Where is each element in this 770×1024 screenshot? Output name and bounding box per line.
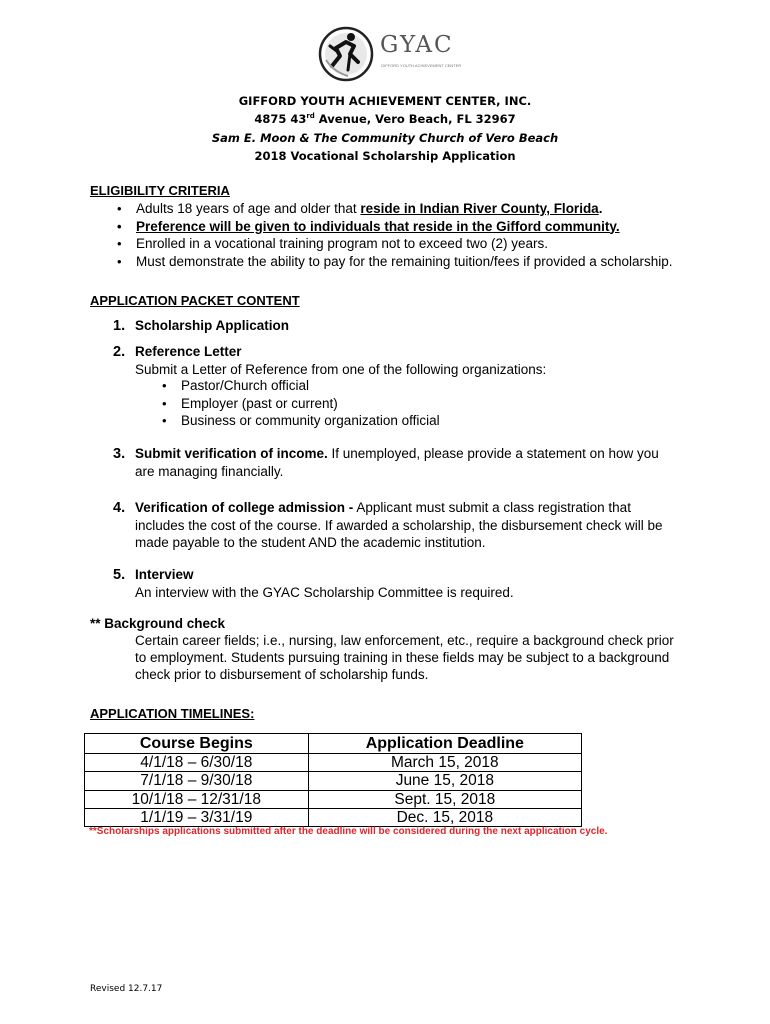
deadline-note: **Scholarships applications submitted after the deadline will be considered during the next application cycle.: [89, 826, 608, 837]
eligibility-item: • Preference will be given to individuals that reside in the Gifford community.: [117, 218, 737, 236]
logo-tagline: GIFFORD YOUTH ACHIEVEMENT CENTER: [381, 63, 462, 68]
revision-date: Revised 12.7.17: [90, 984, 163, 994]
packet-item-5: 5. Interview An interview with the GYAC Scholarship Committee is required.: [113, 567, 514, 600]
runner-emblem-icon: [318, 26, 374, 82]
background-check-heading: ** Background check: [90, 616, 226, 631]
reference-org-item: • Business or community organization official: [162, 412, 662, 430]
packet-item-4: 4. Verification of college admission - Applicant must submit a class registration that includes the cost of the course. If awarded a scholarship, the disbursement check will be made payable to the student AND the academic institution.: [113, 500, 663, 550]
packet-heading: APPLICATION PACKET CONTENT: [90, 293, 300, 308]
timelines-table: [84, 733, 582, 827]
sponsor-line: Sam E. Moon & The Community Church of Vero Beach: [211, 130, 559, 145]
table-header-row: [85, 734, 582, 754]
logo-wordmark: GYAC: [380, 32, 454, 58]
reference-organizations-list: [162, 377, 662, 430]
gyac-logo: [318, 26, 468, 80]
column-header: Course Begins: [85, 734, 309, 754]
reference-org-item: • Pastor/Church official: [162, 377, 662, 395]
table-row: 1/1/19 – 3/31/19 Dec. 15, 2018: [85, 808, 582, 826]
eligibility-item: • Adults 18 years of age and older that reside in Indian River County, Florida.: [117, 200, 737, 218]
packet-item-1: 1. Scholarship Application: [113, 318, 290, 334]
timelines-heading: APPLICATION TIMELINES:: [90, 706, 255, 721]
eligibility-item: • Must demonstrate the ability to pay for the remaining tuition/fees if provided a scholarship.: [117, 253, 737, 271]
eligibility-heading: ELIGIBILITY CRITERIA: [90, 183, 230, 198]
org-address: 4875 43rd Avenue, Vero Beach, FL 32967: [254, 112, 516, 127]
table-row: 7/1/18 – 9/30/18 June 15, 2018: [85, 772, 582, 790]
organization-header: [0, 92, 770, 165]
reference-org-item: • Employer (past or current): [162, 395, 662, 413]
table-row: 4/1/18 – 6/30/18 March 15, 2018: [85, 754, 582, 772]
column-header: Application Deadline: [308, 734, 581, 754]
table-row: 10/1/18 – 12/31/18 Sept. 15, 2018: [85, 790, 582, 808]
eligibility-list: [117, 200, 737, 270]
background-check-section: ** Background check Certain career fields; i.e., nursing, law enforcement, etc., require a background check prior to employment. Students pursuing training in these fields may be subject to a background check prior to disbursement of scholarship funds.: [90, 615, 730, 683]
eligibility-item: • Enrolled in a vocational training program not to exceed two (2) years.: [117, 235, 737, 253]
org-name: GIFFORD YOUTH ACHIEVEMENT CENTER, INC.: [238, 94, 532, 108]
packet-item-2: 2. Reference Letter Submit a Letter of Reference from one of the following organizations:: [113, 344, 547, 377]
packet-item-3: 3. Submit verification of income. If unemployed, please provide a statement on how you are managing financially.: [113, 446, 659, 479]
application-title: 2018 Vocational Scholarship Application: [254, 148, 516, 163]
